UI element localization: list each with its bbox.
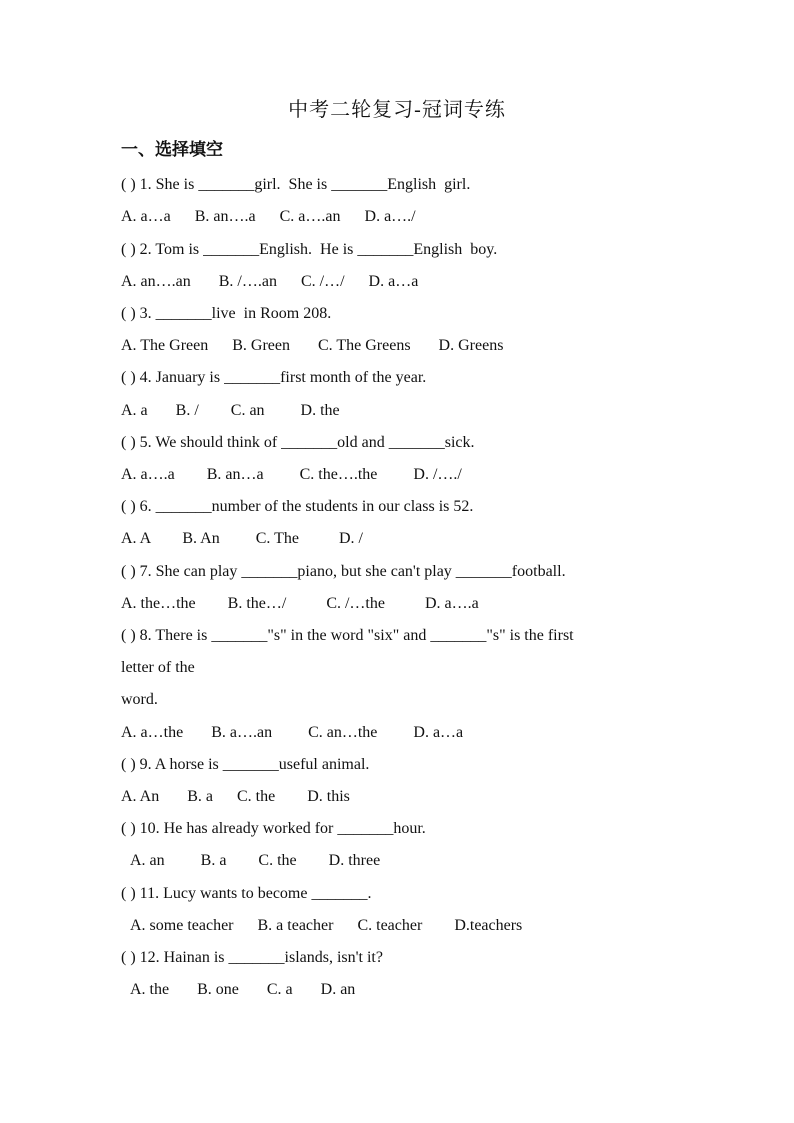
question-stem-4: ( ) 4. January is _______first month of the year.: [121, 369, 427, 386]
section-heading: 一、选择填空: [121, 140, 223, 160]
question-options-8: A. a…the B. a….an C. an…the D. a…a: [121, 724, 464, 741]
question-options-12: A. the B. one C. a D. an: [130, 981, 356, 998]
question-stem-8-continued-2: word.: [121, 691, 158, 708]
question-stem-2: ( ) 2. Tom is _______English. He is _______English boy.: [121, 241, 498, 258]
question-stem-1: ( ) 1. She is _______girl. She is _______English girl.: [121, 176, 471, 193]
question-options-11: A. some teacher B. a teacher C. teacher D.teachers: [130, 917, 523, 934]
question-stem-10: ( ) 10. He has already worked for _______hour.: [121, 820, 426, 837]
question-stem-8-continued: letter of the: [121, 659, 195, 676]
question-options-5: A. a….a B. an…a C. the….the D. /…./: [121, 466, 462, 483]
question-options-4: A. a B. / C. an D. the: [121, 402, 340, 419]
question-options-10: A. an B. a C. the D. three: [130, 852, 381, 869]
question-options-7: A. the…the B. the…/ C. /…the D. a….a: [121, 595, 479, 612]
question-options-6: A. A B. An C. The D. /: [121, 530, 363, 547]
question-stem-11: ( ) 11. Lucy wants to become _______.: [121, 885, 372, 902]
question-stem-3: ( ) 3. _______live in Room 208.: [121, 305, 332, 322]
question-stem-12: ( ) 12. Hainan is _______islands, isn't it?: [121, 949, 383, 966]
question-options-3: A. The Green B. Green C. The Greens D. Greens: [121, 337, 504, 354]
question-stem-9: ( ) 9. A horse is _______useful animal.: [121, 756, 370, 773]
question-stem-5: ( ) 5. We should think of _______old and _______sick.: [121, 434, 475, 451]
question-options-9: A. An B. a C. the D. this: [121, 788, 350, 805]
question-stem-8: ( ) 8. There is _______"s" in the word "six" and _______"s" is the first: [121, 627, 574, 644]
question-options-1: A. a…a B. an….a C. a….an D. a…./: [121, 208, 416, 225]
page-title: 中考二轮复习-冠词专练: [288, 99, 506, 121]
question-options-2: A. an….an B. /….an C. /…/ D. a…a: [121, 273, 419, 290]
question-stem-6: ( ) 6. _______number of the students in our class is 52.: [121, 498, 474, 515]
question-stem-7: ( ) 7. She can play _______piano, but she can't play _______football.: [121, 563, 566, 580]
